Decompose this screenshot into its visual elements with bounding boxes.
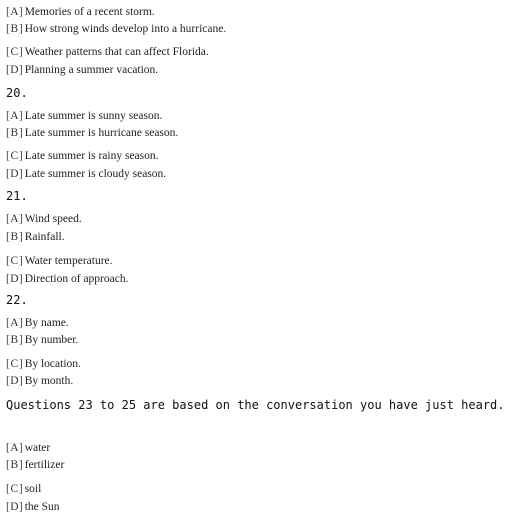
option-text: fertilizer [24,459,65,471]
question-number-20: 20. [6,86,28,100]
bracket-close: ] [18,334,23,346]
option-text: Late summer is rainy season. [24,150,159,162]
bracket-open: [ [6,6,10,18]
option-19-a[interactable] [6,5,155,19]
option-text: By month. [24,375,74,387]
bracket-close: ] [18,150,23,162]
bracket-close: ] [18,23,23,35]
bracket-open: [ [6,358,10,370]
bracket-close: ] [18,213,23,225]
option-letter: D [10,375,19,387]
option-letter: C [10,358,19,370]
bracket-close: ] [18,231,23,243]
bracket-close: ] [18,483,23,495]
option-19-d[interactable] [6,63,158,77]
option-letter: D [10,273,19,285]
option-text: By number. [24,334,79,346]
bracket-open: [ [6,442,10,454]
bracket-open: [ [6,64,10,76]
bracket-close: ] [18,358,23,370]
option-20-a[interactable] [6,109,162,123]
option-22-a[interactable] [6,316,69,330]
option-letter: B [10,334,19,346]
option-text: water [24,442,51,454]
bracket-close: ] [18,6,23,18]
bracket-open: [ [6,501,10,513]
option-letter: A [10,6,19,18]
option-letter: B [10,459,19,471]
bracket-open: [ [6,334,10,346]
option-letter: D [10,64,19,76]
option-19-b[interactable] [6,22,226,36]
bracket-close: ] [18,127,23,139]
option-letter: B [10,23,19,35]
option-letter: C [10,46,19,58]
option-text: Memories of a recent storm. [24,6,155,18]
option-23-a[interactable] [6,441,50,455]
option-letter: C [10,483,19,495]
bracket-open: [ [6,23,10,35]
option-letter: B [10,231,19,243]
option-text: Planning a summer vacation. [24,64,159,76]
option-20-c[interactable] [6,149,159,163]
question-number-22: 22. [6,293,28,307]
bracket-open: [ [6,213,10,225]
option-letter: C [10,150,19,162]
bracket-close: ] [18,273,23,285]
bracket-open: [ [6,483,10,495]
option-20-d[interactable] [6,167,166,181]
section-heading: Questions 23 to 25 are based on the conversation you have just heard. [6,398,505,412]
bracket-close: ] [18,168,23,180]
option-23-d[interactable] [6,500,60,514]
option-letter: A [10,213,19,225]
option-text: the Sun [24,501,60,513]
option-text: By name. [24,317,69,329]
option-22-d[interactable] [6,374,73,388]
bracket-open: [ [6,150,10,162]
bracket-open: [ [6,231,10,243]
bracket-close: ] [18,375,23,387]
option-21-b[interactable] [6,230,65,244]
bracket-close: ] [18,110,23,122]
bracket-close: ] [18,317,23,329]
option-text: Direction of approach. [24,273,129,285]
option-text: Weather patterns that can affect Florida. [24,46,209,58]
option-text: By location. [24,358,81,370]
option-letter: A [10,317,19,329]
option-letter: D [10,501,19,513]
option-19-c[interactable] [6,45,209,59]
option-21-c[interactable] [6,254,113,268]
option-text: soil [24,483,42,495]
bracket-open: [ [6,273,10,285]
bracket-close: ] [18,459,23,471]
option-23-b[interactable] [6,458,64,472]
option-text: How strong winds develop into a hurricane. [24,23,227,35]
option-text: Rainfall. [24,231,65,243]
bracket-close: ] [18,46,23,58]
bracket-open: [ [6,110,10,122]
option-letter: B [10,127,19,139]
question-number-21: 21. [6,189,28,203]
option-text: Late summer is cloudy season. [24,168,167,180]
option-letter: A [10,110,19,122]
bracket-open: [ [6,46,10,58]
bracket-open: [ [6,459,10,471]
bracket-open: [ [6,255,10,267]
bracket-close: ] [18,64,23,76]
option-text: Wind speed. [24,213,82,225]
option-letter: C [10,255,19,267]
bracket-close: ] [18,501,23,513]
option-letter: A [10,442,19,454]
option-23-c[interactable] [6,482,41,496]
option-text: Late summer is sunny season. [24,110,163,122]
bracket-open: [ [6,317,10,329]
bracket-open: [ [6,375,10,387]
option-21-a[interactable] [6,212,82,226]
bracket-close: ] [18,255,23,267]
bracket-open: [ [6,127,10,139]
option-text: Water temperature. [24,255,113,267]
option-21-d[interactable] [6,272,128,286]
option-text: Late summer is hurricane season. [24,127,179,139]
option-22-b[interactable] [6,333,78,347]
bracket-close: ] [18,442,23,454]
option-22-c[interactable] [6,357,81,371]
option-letter: D [10,168,19,180]
option-20-b[interactable] [6,126,178,140]
bracket-open: [ [6,168,10,180]
